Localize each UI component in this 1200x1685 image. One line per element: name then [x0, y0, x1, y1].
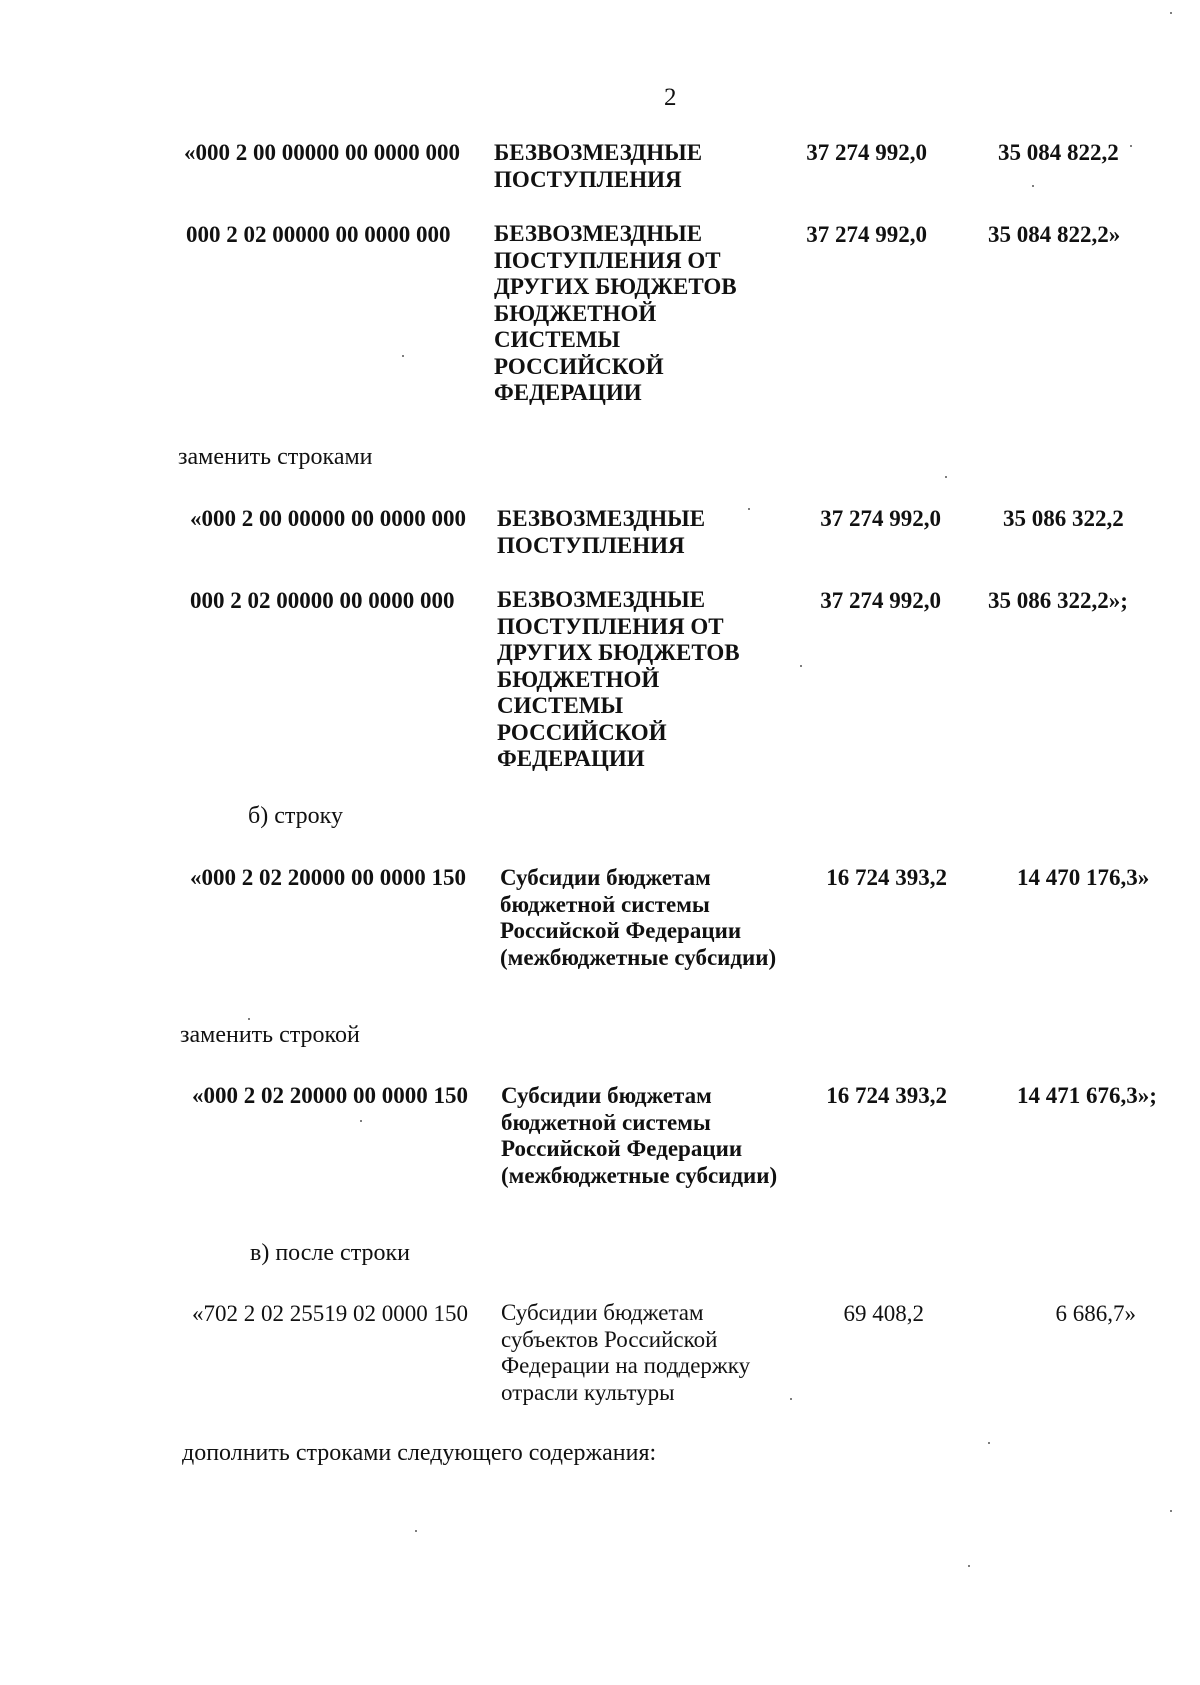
description-line: ПОСТУПЛЕНИЯ: [497, 532, 685, 558]
description-line: СИСТЕМЫ: [494, 327, 621, 352]
page-number: 2: [664, 84, 677, 111]
budget-code: «000 2 02 20000 00 0000 150: [192, 1083, 468, 1108]
row-description: [500, 865, 776, 971]
description-line: БЕЗВОЗМЕЗДНЫЕ: [497, 587, 706, 612]
scan-speck: [988, 1442, 990, 1444]
row-description: [501, 1300, 750, 1406]
budget-code: 000 2 02 00000 00 0000 000: [186, 222, 451, 247]
scan-speck: [360, 1120, 362, 1122]
row-description: [501, 1083, 777, 1189]
description-line: Субсидии бюджетам: [500, 865, 711, 890]
description-line: БЕЗВОЗМЕЗДНЫЕ: [494, 140, 703, 165]
scan-speck: [800, 665, 802, 667]
amount-first-year: 16 724 393,2: [826, 1083, 947, 1108]
description-line: (межбюджетные субсидии): [500, 944, 777, 970]
amount-second-year: 14 471 676,3»;: [1017, 1083, 1157, 1108]
scan-speck: [402, 355, 404, 357]
row-description: [497, 506, 705, 559]
description-line: (межбюджетные субсидии): [501, 1162, 778, 1188]
amount-first-year: 37 274 992,0: [820, 506, 941, 531]
amount-second-year: 14 470 176,3»: [1017, 865, 1150, 890]
scan-speck: [1170, 12, 1172, 14]
row-description: [497, 587, 740, 773]
description-line: субъектов Российской: [501, 1326, 718, 1352]
scan-speck: [790, 1398, 792, 1400]
amount-second-year: 35 086 322,2: [1003, 506, 1124, 531]
amount-second-year: 35 084 822,2»: [988, 222, 1121, 247]
description-line: Субсидии бюджетам: [501, 1300, 704, 1325]
instruction-replace-row: заменить строкой: [180, 1022, 360, 1048]
description-line: отрасли культуры: [501, 1379, 675, 1405]
description-line: БЮДЖЕТНОЙ: [497, 666, 660, 692]
row-description: [494, 140, 702, 193]
description-line: ПОСТУПЛЕНИЯ ОТ: [497, 613, 724, 639]
description-line: Российской Федерации: [500, 918, 742, 943]
amount-first-year: 37 274 992,0: [806, 222, 927, 247]
description-line: РОССИЙСКОЙ: [494, 353, 664, 379]
scan-speck: [1032, 185, 1034, 187]
description-line: СИСТЕМЫ: [497, 693, 624, 718]
description-line: ДРУГИХ БЮДЖЕТОВ: [494, 274, 737, 299]
scan-speck: [968, 1565, 970, 1567]
description-line: ФЕДЕРАЦИИ: [494, 380, 642, 405]
description-line: ПОСТУПЛЕНИЯ: [494, 166, 682, 192]
budget-code: «000 2 00 00000 00 0000 000: [190, 506, 466, 531]
description-line: БЕЗВОЗМЕЗДНЫЕ: [497, 506, 706, 531]
description-line: Российской Федерации: [501, 1136, 743, 1161]
budget-code: «000 2 00 00000 00 0000 000: [184, 140, 460, 165]
scan-speck: [1130, 145, 1132, 147]
amount-second-year: 6 686,7»: [1055, 1301, 1136, 1326]
amount-second-year: 35 086 322,2»;: [988, 588, 1128, 613]
amount-first-year: 37 274 992,0: [820, 588, 941, 613]
description-line: БЮДЖЕТНОЙ: [494, 300, 657, 326]
amount-first-year: 16 724 393,2: [826, 865, 947, 890]
budget-code: «702 2 02 25519 02 0000 150: [192, 1301, 468, 1326]
description-line: бюджетной системы: [500, 891, 710, 917]
budget-code: «000 2 02 20000 00 0000 150: [190, 865, 466, 890]
amount-first-year: 69 408,2: [843, 1301, 924, 1326]
instruction-item-b: б) строку: [248, 803, 343, 829]
description-line: БЕЗВОЗМЕЗДНЫЕ: [494, 221, 703, 246]
amount-second-year: 35 084 822,2: [998, 140, 1119, 165]
description-line: Федерации на поддержку: [501, 1353, 751, 1378]
amount-first-year: 37 274 992,0: [806, 140, 927, 165]
description-line: ПОСТУПЛЕНИЯ ОТ: [494, 247, 721, 273]
budget-code: 000 2 02 00000 00 0000 000: [190, 588, 455, 613]
row-description: [494, 221, 737, 407]
scan-speck: [248, 1018, 250, 1020]
scan-speck: [748, 508, 750, 510]
scan-speck: [1170, 1510, 1172, 1512]
description-line: бюджетной системы: [501, 1109, 711, 1135]
instruction-add-rows: дополнить строками следующего содержания:: [182, 1440, 657, 1466]
description-line: ДРУГИХ БЮДЖЕТОВ: [497, 640, 740, 665]
instruction-item-v: в) после строки: [250, 1240, 410, 1266]
instruction-replace-rows: заменить строками: [178, 444, 373, 470]
scan-speck: [415, 1530, 417, 1532]
scan-speck: [945, 476, 947, 478]
description-line: ФЕДЕРАЦИИ: [497, 746, 645, 771]
description-line: Субсидии бюджетам: [501, 1083, 712, 1108]
description-line: РОССИЙСКОЙ: [497, 719, 667, 745]
